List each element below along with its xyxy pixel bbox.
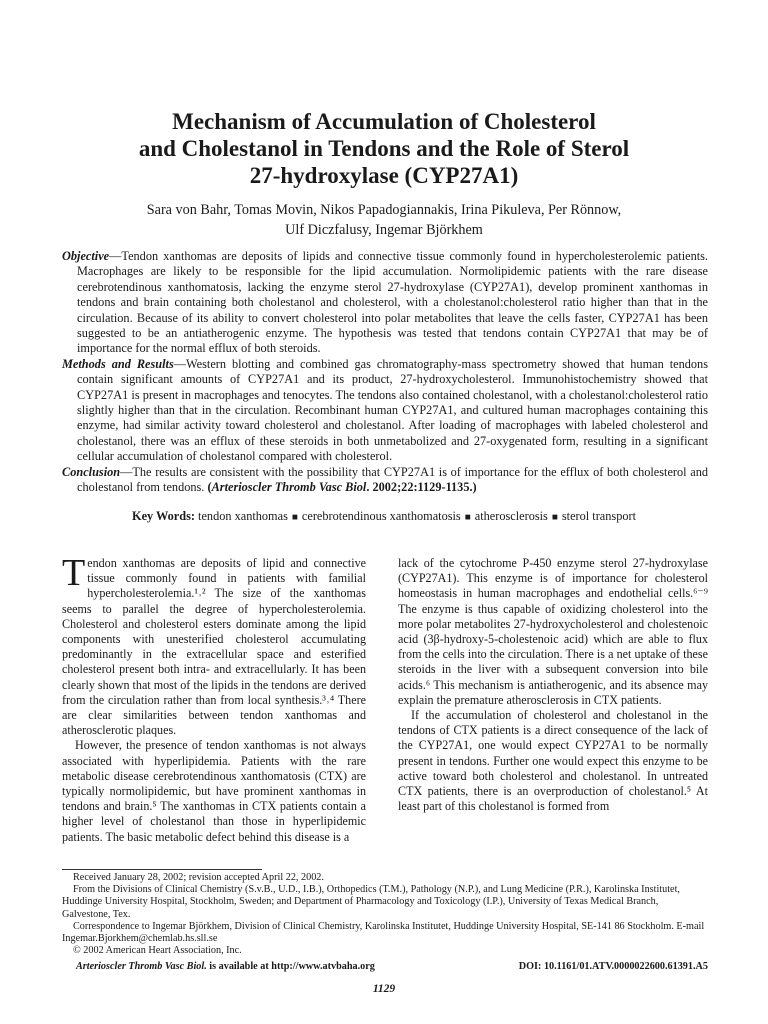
- abstract-text: —Western blotting and combined gas chromatography-mass spectrometry showed that human tendons contain significant amounts of CYP27A1 and its product, 27-hydroxycholesterol. Immunohistochemistry showed that CYP27A1 is present in macrophages and tenocytes. The tendons also contained cholestanol, with a cholestanol:cholesterol ratio slightly higher than that in the circulation. Recombinant human CYP27A1, and cultured human macrophages containing this enzyme, had similar activity toward cholesterol and cholestanol. After loading of macrophages with labeled cholesterol and cholestanol, there was an efflux of these steroids in both unmetabolized and 27-oxygenated form, resulting in a significant cellular accumulation of cholestanol compared with cholesterol.: [77, 356, 708, 464]
- title-line: Mechanism of Accumulation of Cholesterol: [172, 109, 596, 134]
- abstract-text: —The results are consistent with the possibility that CYP27A1 is of importance for the efflux of both cholesterol and cholestanol from tendons.: [77, 464, 708, 495]
- paragraph-text: endon xanthomas are deposits of lipid and connective tissue commonly found in patients with familial hypercholesterolemia.¹˒² The size of the xanthomas seems to parallel the degree of hypercholesterolemia. Cholesterol and cholesterol esters dominate among the lipid components with unesterified cholesterol accumulating predominantly in the extracellular space and esterified cholesterol present both intra- and extracellularly. It has been clearly shown that most of the lipids in the tendons are derived from the circulation rather than from local synthesis.³˒⁴ There are clear similarities between tendon xanthomas and atherosclerotic plaques.: [62, 556, 366, 738]
- page-number: 1129: [372, 983, 396, 995]
- footnote-received: Received January 28, 2002; revision accepted April 22, 2002.: [73, 872, 324, 883]
- doi: DOI: 10.1161/01.ATV.0000022600.61391.A5: [518, 961, 708, 972]
- title-line: 27-hydroxylase (CYP27A1): [249, 163, 519, 188]
- paragraph: If the accumulation of cholesterol and cholestanol in the tendons of CTX patients is a direct consequence of the lack of the CYP27A1, one would expect CYP27A1 to be normally present in tendons. Further one would expect this enzyme to be active toward both cholesterol and cholestanol. In untreated CTX patients, there is an overproduction of cholestanol.⁵ At least part of this cholestanol is formed from: [398, 708, 708, 814]
- citation-rest: . 2002;22:1129-1135.): [366, 480, 477, 495]
- author-line: Ulf Diczfalusy, Ingemar Björkhem: [285, 222, 483, 238]
- journal-name: Arterioscler Thromb Vasc Biol.: [76, 961, 207, 972]
- abstract-methods: [62, 357, 708, 465]
- abstract-conclusion: [62, 465, 708, 496]
- paragraph: lack of the cytochrome P-450 enzyme sterol 27-hydroxylase (CYP27A1). This enzyme is of importance for cholesterol homeostasis in human macrophages and endothelial cells.⁶⁻⁹ The enzyme is thus capable of oxidizing cholesterol into the more polar metabolites 27-hydroxycholesterol and cholestenoic acid (3β-hydroxy-5-cholestenoic acid) which are able to flux from the cells into the circulation. There is a net uptake of these steroids in the liver with a subsequent conversion into bile acids.⁶ This mechanism is antiatherogenic, and its absence may explain the premature atherosclerosis in CTX patients.: [398, 556, 708, 707]
- footnote-affiliations: From the Divisions of Clinical Chemistry (S.v.B., U.D., I.B.), Orthopedics (T.M.), Pathology (N.P.), and Lung Medicine (P.R.), Karolinska Institutet, Huddinge University Hospital, Stockholm, Sweden; and Department of Pharmacology and Toxicology (I.P.), University of Texas Medical Branch, Galvestone, Tex.: [62, 884, 680, 920]
- keyword: atherosclerosis: [474, 509, 548, 523]
- footnote-divider: [62, 869, 262, 870]
- title-line: and Cholestanol in Tendons and the Role of Sterol: [138, 136, 630, 161]
- journal-footer: [76, 961, 708, 972]
- citation-journal: Arterioscler Thromb Vasc Biol: [211, 480, 367, 495]
- abstract-label: Methods and Results: [62, 356, 174, 371]
- separator-icon: ■: [551, 512, 558, 523]
- paragraph: However, the presence of tendon xanthomas is not always associated with hyperlipidemia. Patients with the rare metabolic disease cerebrotendinous xanthomatosis (CTX) are typically normolipidemic, but have prominent xanthomas in tendons and brain.⁵ The xanthomas in CTX patients contain a higher level of cholestanol than those in hyperlipidemic patients. The basic metabolic defect behind this disease is a: [62, 738, 366, 844]
- drop-cap: T: [62, 552, 86, 594]
- abstract-objective: [62, 249, 708, 357]
- paragraph: [62, 552, 366, 738]
- footnote-correspondence: Correspondence to Ingemar Björkhem, Division of Clinical Chemistry, Karolinska Institutet, Huddinge University Hospital, SE-141 86 Stockholm. E-mail Ingemar.Bjorkhem@chemlab.hs.sll.se: [62, 920, 705, 945]
- keywords: [0, 509, 768, 524]
- body-column-left: [62, 552, 366, 845]
- abstract-label: Conclusion: [62, 464, 121, 479]
- abstract: [62, 249, 708, 496]
- article-title: [0, 108, 768, 189]
- separator-icon: ■: [464, 512, 471, 523]
- journal-url: is available at http://www.atvbaha.org: [206, 961, 375, 972]
- keywords-label: Key Words:: [132, 509, 195, 523]
- abstract-label: Objective: [62, 249, 110, 263]
- separator-icon: ■: [291, 512, 298, 523]
- footnote-copyright: © 2002 American Heart Association, Inc.: [73, 945, 242, 957]
- citation-open: (: [207, 480, 212, 495]
- author-line: Sara von Bahr, Tomas Movin, Nikos Papadogiannakis, Irina Pikuleva, Per Rönnow,: [146, 202, 622, 218]
- abstract-text: —Tendon xanthomas are deposits of lipids and connective tissue commonly found in hypercholesterolemic patients. Macrophages are likely to be responsible for the lipid accumulation. Normolipidemic patients with the rare disease cerebrotendinous xanthomatosis, lacking the enzyme sterol 27-hydroxylase (CYP27A1), develop prominent xanthomas in tendons and brain containing both cholestanol and cholesterol, with a cholestanol:cholesterol ratio higher than that in the circulation. Because of its ability to convert cholesterol into polar metabolites that leave the cells faster, CYP27A1 has been suggested to be an antiatherogenic enzyme. The hypothesis was tested that tendons contain CYP27A1 that may be of importance for the normal efflux of both steroids.: [77, 249, 708, 356]
- keyword: cerebrotendinous xanthomatosis: [301, 509, 461, 523]
- footnotes: [62, 872, 708, 957]
- keyword: sterol transport: [561, 509, 636, 523]
- keyword: tendon xanthomas: [198, 509, 288, 523]
- body-column-right: [398, 556, 708, 814]
- journal-availability: [76, 961, 375, 972]
- author-list: [0, 200, 768, 240]
- citation: [207, 480, 476, 494]
